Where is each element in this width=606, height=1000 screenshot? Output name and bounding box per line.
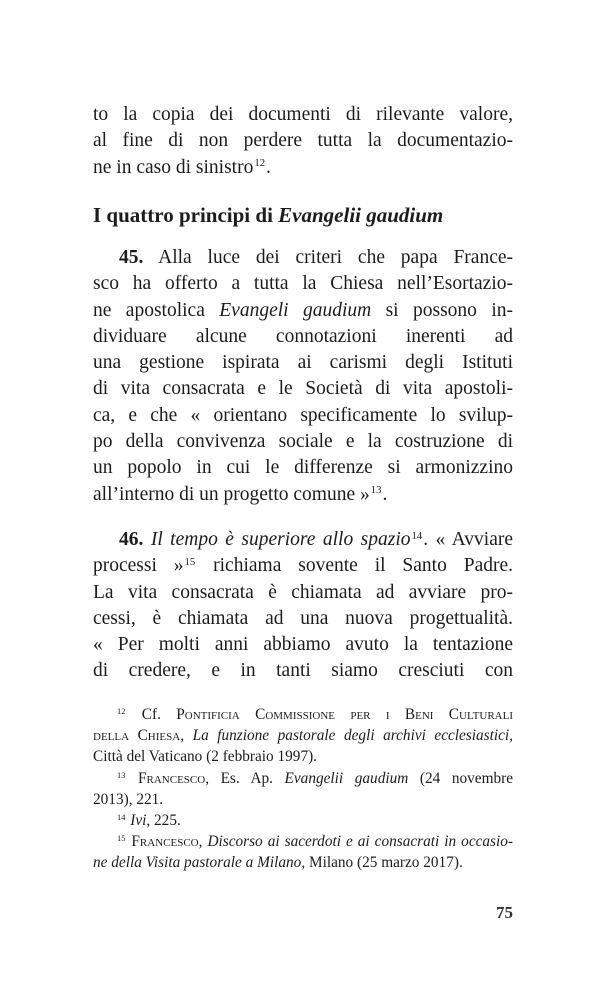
text-line bbox=[93, 155, 513, 181]
text-line bbox=[93, 324, 513, 350]
text-run: ca, e che « orientano specificamente lo svilup- bbox=[93, 404, 513, 426]
text-run: cessi, è chiamata ad una nuova progettualità. bbox=[93, 607, 513, 629]
text-run: Cf. bbox=[126, 706, 177, 723]
text-line bbox=[93, 632, 513, 658]
page-number: 75 bbox=[496, 903, 513, 922]
text-run: , bbox=[180, 727, 193, 745]
footnote-ref: 12 bbox=[117, 706, 126, 716]
text-run: La vita consacrata è chiamata ad avviare pro- bbox=[93, 581, 513, 603]
text-run: un popolo in cui le differenze si armonizzino bbox=[93, 457, 513, 479]
text-run: all’interno di un progetto comune » bbox=[93, 483, 370, 505]
text-run: ne apostolica bbox=[93, 299, 220, 321]
text-line bbox=[93, 527, 513, 553]
footnote-ref: 13 bbox=[370, 484, 382, 497]
text-run bbox=[143, 529, 150, 550]
footnote bbox=[93, 704, 513, 768]
text-run: Discorso ai sacerdoti e ai consacrati in occasio- bbox=[207, 833, 513, 851]
heading-italic-text: Evangelii gaudium bbox=[278, 203, 444, 227]
footnote bbox=[93, 831, 513, 873]
text-line bbox=[93, 128, 513, 154]
text-line bbox=[93, 768, 513, 789]
text-line bbox=[93, 658, 513, 684]
text-run: Evangelii gaudium bbox=[284, 769, 409, 787]
text-run: Milano (25 marzo 2017). bbox=[305, 854, 463, 872]
text-line bbox=[93, 831, 513, 852]
text-run: richiama sovente il Santo Padre. bbox=[196, 555, 513, 577]
footnote-ref: 13 bbox=[117, 770, 126, 780]
text-run: . bbox=[266, 156, 271, 178]
footnote-ref: 12 bbox=[254, 157, 266, 170]
text-line bbox=[93, 810, 513, 831]
text-run: della Chiesa bbox=[93, 727, 181, 745]
text-run: di credere, e in tanti siamo cresciuti con bbox=[93, 660, 513, 682]
text-line bbox=[93, 553, 513, 579]
text-run: dividuare alcune connotazioni inerenti ad bbox=[93, 325, 513, 347]
footnote-ref: 14 bbox=[411, 529, 423, 542]
text-run: processi » bbox=[93, 555, 184, 577]
text-run: Pontificia Commissione per i Beni Culturali bbox=[176, 706, 513, 723]
footnote bbox=[93, 768, 513, 810]
text-line bbox=[93, 102, 513, 128]
text-line bbox=[93, 429, 513, 455]
text-line bbox=[93, 704, 513, 725]
text-run: 46. bbox=[119, 529, 144, 550]
text-line bbox=[93, 852, 513, 873]
footnote-ref: 14 bbox=[117, 812, 126, 822]
text-run: to la copia dei documenti di rilevante valore, bbox=[93, 104, 513, 125]
text-line bbox=[93, 298, 513, 324]
text-run: ne della Visita pastorale a Milano, bbox=[93, 854, 306, 872]
text-run: La funzione pastorale degli archivi ecclesiastici, bbox=[192, 727, 513, 745]
text-run: , Es. Ap. bbox=[205, 769, 285, 787]
text-run: , 225. bbox=[146, 811, 181, 829]
text-run: sco ha offerto a tutta la Chiesa nell’Esortazio- bbox=[93, 273, 513, 295]
text-line bbox=[93, 789, 513, 810]
text-run: Ivi bbox=[130, 811, 147, 829]
paragraph-45 bbox=[93, 245, 513, 508]
text-run: Francesco bbox=[138, 769, 206, 787]
text-run: (24 novembre bbox=[408, 769, 514, 787]
text-run: Il tempo è superiore allo spazio bbox=[150, 529, 411, 550]
text-line bbox=[93, 245, 513, 271]
text-run: una gestione ispirata ai carismi degli Istituti bbox=[93, 352, 513, 374]
text-run: Francesco bbox=[131, 833, 199, 851]
text-run: si possono in- bbox=[371, 299, 513, 321]
footnote-ref: 15 bbox=[184, 555, 196, 568]
footnote-ref: 15 bbox=[117, 834, 126, 844]
text-run: . bbox=[382, 483, 388, 505]
text-line bbox=[93, 746, 513, 767]
text-run: 45. bbox=[119, 247, 144, 268]
text-run: « Per molti anni abbiamo avuto la tentazione bbox=[93, 634, 513, 656]
text-run: di vita consacrata e le Società di vita apostoli- bbox=[93, 378, 513, 400]
heading-text: I quattro principi di bbox=[93, 203, 279, 227]
text-run bbox=[126, 770, 138, 787]
text-run: . « Avviare bbox=[423, 529, 514, 550]
text-run: Evangeli gaudium bbox=[219, 299, 372, 321]
text-line bbox=[93, 455, 513, 481]
text-line bbox=[93, 350, 513, 376]
text-line bbox=[93, 725, 513, 746]
text-line bbox=[93, 482, 513, 508]
text-run: 2013), 221. bbox=[93, 790, 164, 808]
text-run: Alla luce dei criteri che papa France- bbox=[143, 247, 513, 268]
text-run: , bbox=[198, 833, 208, 851]
text-line bbox=[93, 606, 513, 632]
paragraph-46 bbox=[93, 527, 513, 685]
text-line bbox=[93, 271, 513, 297]
footnotes bbox=[93, 704, 513, 874]
text-run: po della convivenza sociale e la costruzione di bbox=[93, 431, 513, 453]
text-run: al fine di non perdere tutta la documentazio- bbox=[93, 130, 513, 152]
text-line bbox=[93, 403, 513, 429]
text-line bbox=[93, 580, 513, 606]
text-line bbox=[93, 376, 513, 402]
text-run: Città del Vaticano (2 febbraio 1997). bbox=[93, 748, 318, 766]
section-heading bbox=[93, 202, 513, 228]
text-run: ne in caso di sinistro bbox=[93, 156, 254, 178]
intro-paragraph bbox=[93, 102, 513, 181]
footnote bbox=[93, 810, 513, 831]
